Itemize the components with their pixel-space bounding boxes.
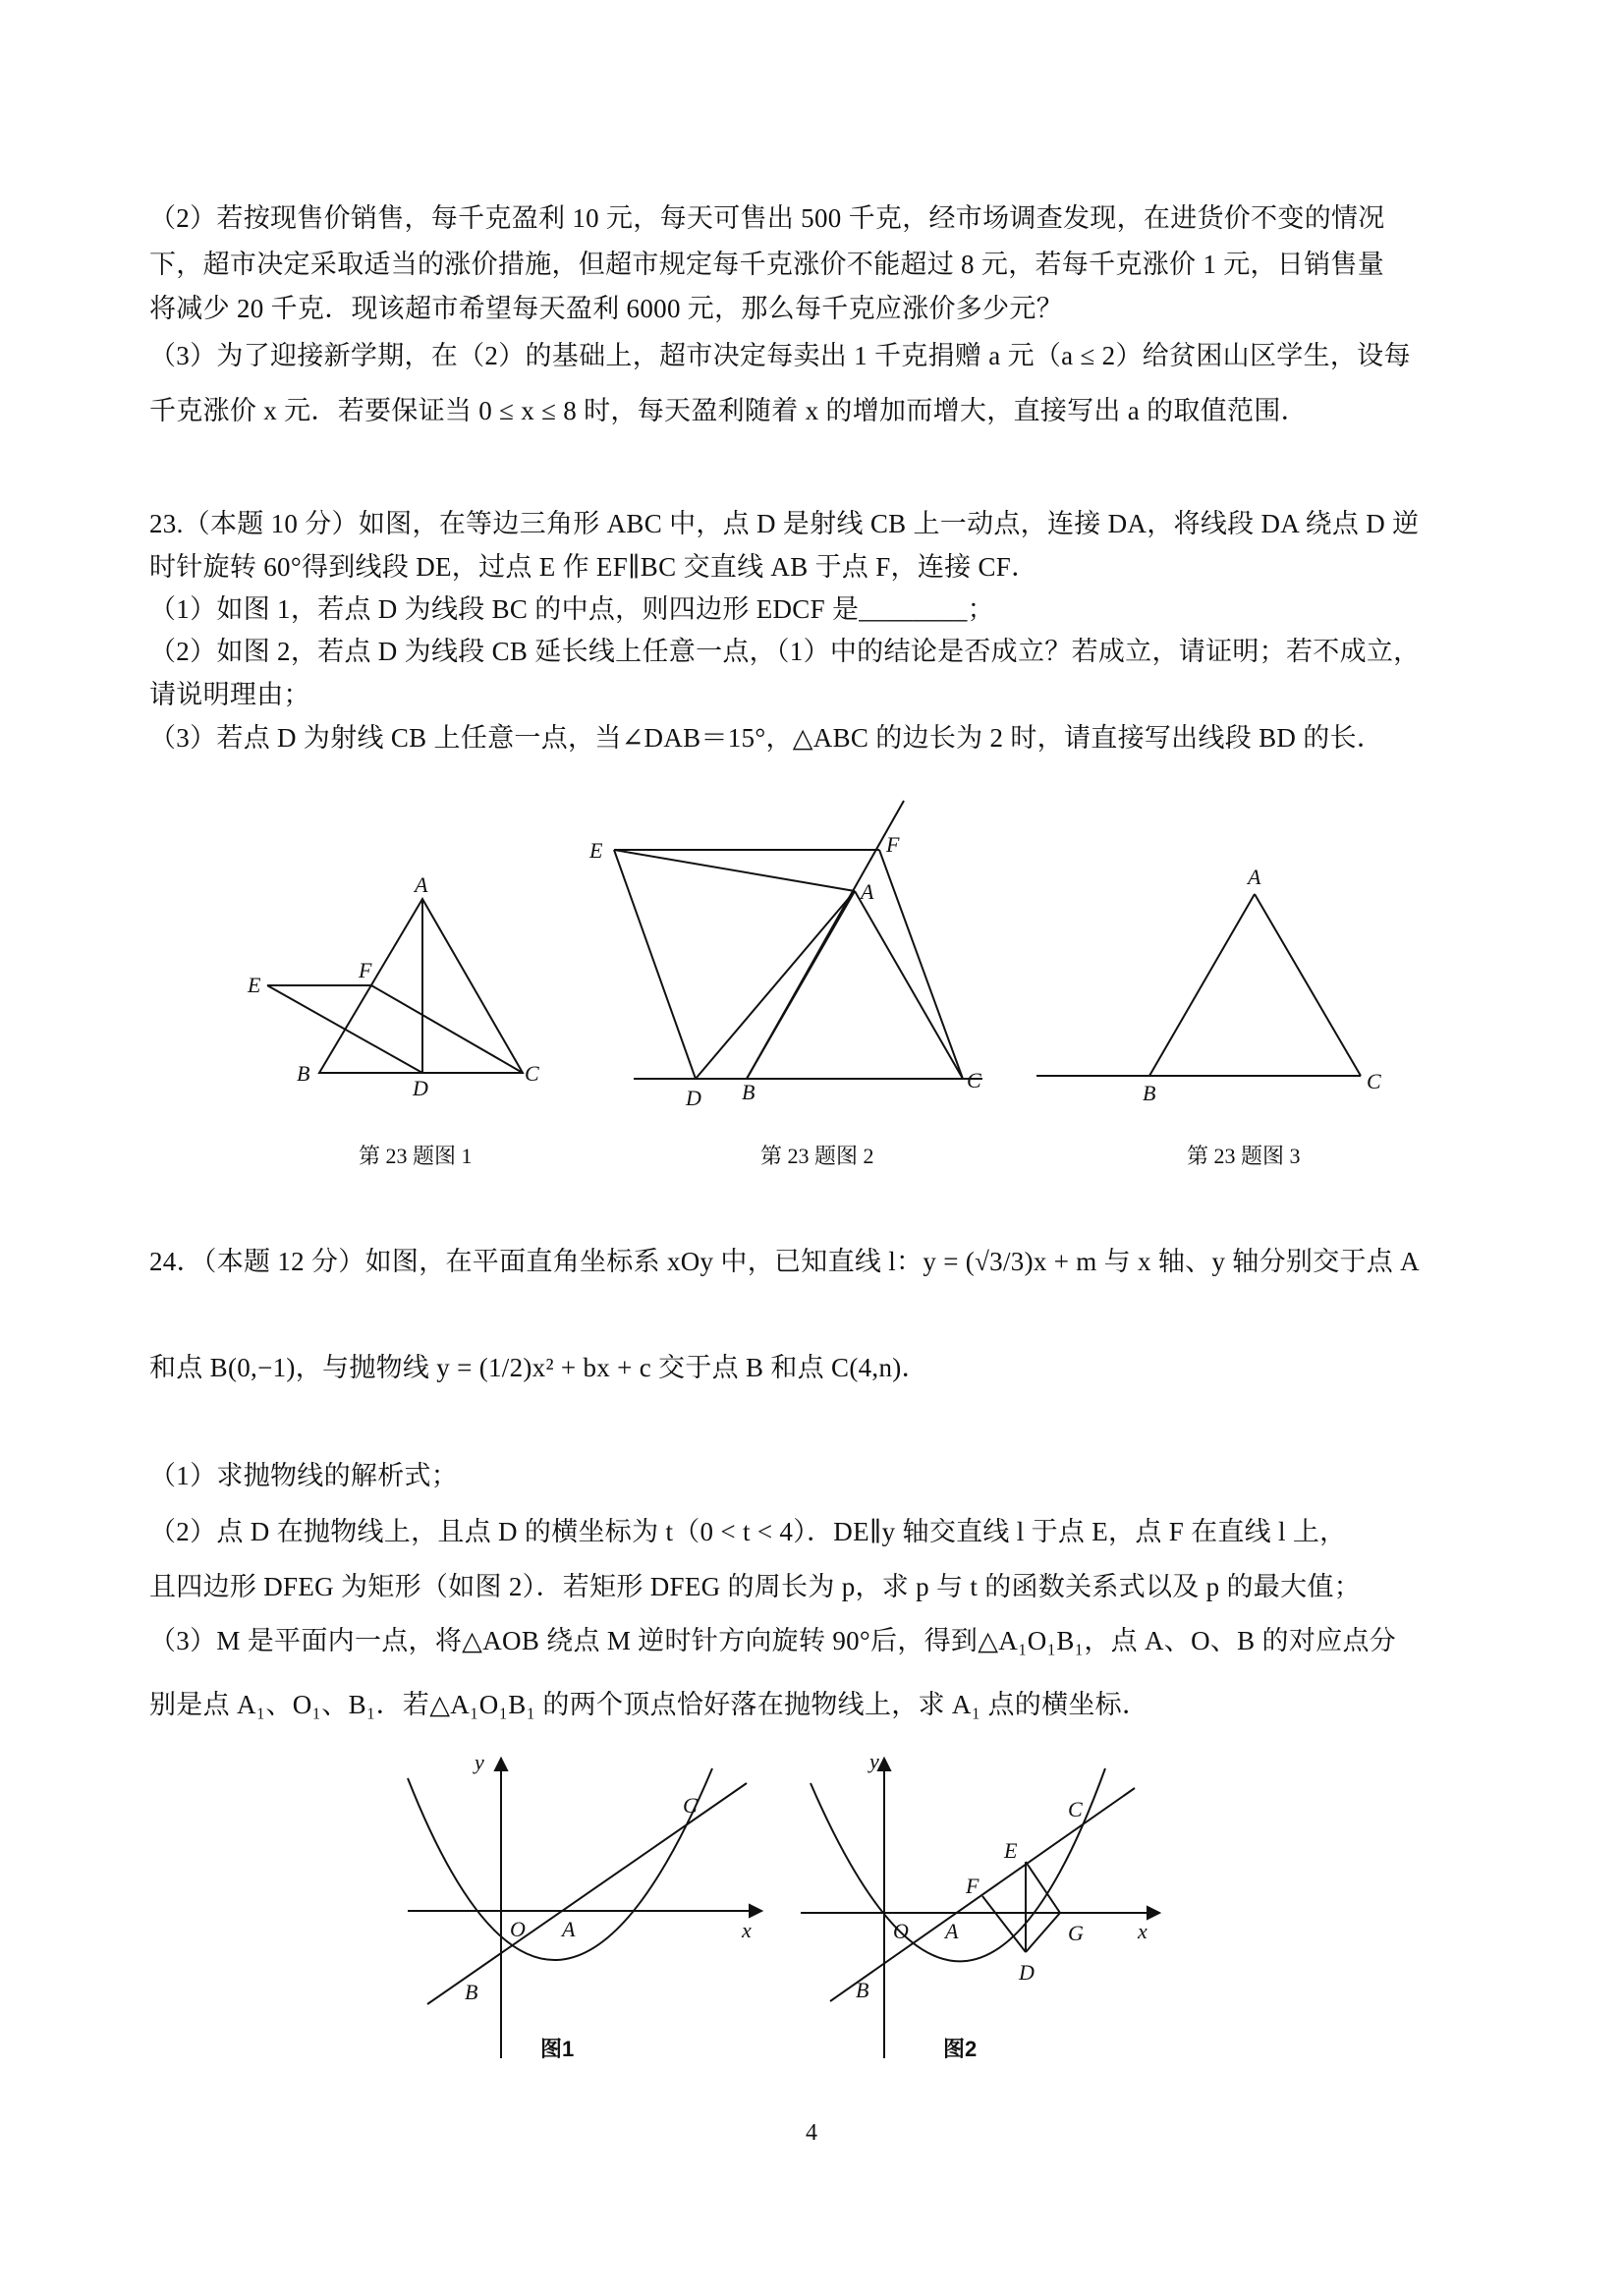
label-C: C: [525, 1061, 539, 1086]
figure-caption: 第 23 题图 2: [760, 1144, 874, 1168]
q24-line6: （3）M 是平面内一点，将△AOB 绕点 M 逆时针方向旋转 90°后，得到△A₁O₁B₁，点 A、O、B 的对应点分: [149, 1626, 1397, 1655]
figure-caption: 第 23 题图 3: [1187, 1144, 1301, 1168]
q23-line3: （1）如图 1，若点 D 为线段 BC 的中点，则四边形 EDCF 是________；: [149, 594, 994, 624]
q24-line5: 且四边形 DFEG 为矩形（如图 2）．若矩形 DFEG 的周长为 p，求 p 与 t 的函数关系式以及 p 的最大值；: [149, 1572, 1362, 1601]
q22-part3-line1: （3）为了迎接新学期，在（2）的基础上，超市决定每卖出 1 千克捐赠 a 元（a ≤ 2）给贫困山区学生，设每: [149, 341, 1411, 370]
label-A: A: [415, 872, 428, 897]
label-E: E: [589, 838, 603, 863]
label-C: C: [1068, 1797, 1083, 1821]
q23-line4: （2）如图 2，若点 D 为线段 CB 延长线上任意一点，（1）中的结论是否成立？若成立，请证明；若不成立，: [149, 637, 1421, 666]
label-E: E: [248, 973, 261, 997]
x-axis-label: x: [1138, 1919, 1147, 1943]
label-B: B: [856, 1978, 869, 2002]
q24-line3: （1）求抛物线的解析式；: [149, 1461, 459, 1490]
label-O: O: [510, 1917, 526, 1941]
label-B: B: [742, 1080, 756, 1104]
q23-line5: 请说明理由；: [149, 680, 310, 709]
label-F: F: [359, 958, 372, 982]
figure-caption: 图2: [943, 2037, 978, 2061]
label-A: A: [562, 1917, 576, 1941]
q22-part2-line1: （2）若按现售价销售，每千克盈利 10 元，每天可售出 500 千克，经市场调查发现，在进货价不变的情况: [149, 203, 1385, 233]
label-F: F: [966, 1874, 979, 1898]
figure-caption: 图1: [540, 2037, 575, 2061]
label-B: B: [297, 1061, 310, 1086]
x-axis-label: x: [742, 1918, 752, 1942]
figure-caption: 第 23 题图 1: [359, 1144, 473, 1168]
q23-line1: 23.（本题 10 分）如图，在等边三角形 ABC 中，点 D 是射线 CB 上一动点，连接 DA，将线段 DA 绕点 D 逆: [149, 509, 1420, 538]
page-number: 4: [806, 2120, 817, 2146]
q24-figure2: [801, 1744, 1164, 2078]
q22-part2-line2: 下，超市决定采取适当的涨价措施，但超市规定每千克涨价不能超过 8 元，若每千克涨价 1 元，日销售量: [149, 250, 1384, 279]
label-D: D: [686, 1086, 701, 1110]
q24-line2: 和点 B(0,−1)，与抛物线 y = (1/2)x² + bx + c 交于点 B 和点 C(4,n)．: [149, 1353, 928, 1382]
label-F: F: [886, 832, 900, 857]
q24-figure1: [408, 1744, 771, 2078]
y-axis-label: y: [475, 1750, 484, 1774]
q23-figure1: [246, 865, 560, 1100]
y-axis-label: y: [869, 1749, 879, 1773]
label-D: D: [1019, 1960, 1035, 1985]
label-B: B: [465, 1980, 478, 2004]
label-C: C: [683, 1793, 698, 1818]
q24-line1: 24．（本题 12 分）如图，在平面直角坐标系 xOy 中，已知直线 l：y = (√3/3)x + m 与 x 轴、y 轴分别交于点 A: [149, 1247, 1420, 1276]
label-E: E: [1004, 1838, 1018, 1863]
label-G: G: [1068, 1921, 1084, 1945]
q22-part3-line2: 千克涨价 x 元．若要保证当 0 ≤ x ≤ 8 时，每天盈利随着 x 的增加而增大，直接写出 a 的取值范围．: [149, 396, 1308, 425]
q24-line4: （2）点 D 在抛物线上，且点 D 的横坐标为 t（0 < t < 4）．DE∥y 轴交直线 l 于点 E，点 F 在直线 l 上，: [149, 1517, 1347, 1546]
label-A: A: [945, 1919, 959, 1943]
q23-line6: （3）若点 D 为射线 CB 上任意一点，当∠DAB＝15°，△ABC 的边长为 2 时，请直接写出线段 BD 的长．: [149, 723, 1384, 753]
q23-figure2: [580, 801, 992, 1115]
label-D: D: [413, 1076, 428, 1100]
q23-figure3: [1036, 865, 1390, 1105]
q23-line2: 时针旋转 60°得到线段 DE，过点 E 作 EF∥BC 交直线 AB 于点 F，连接 CF．: [149, 552, 1038, 582]
q24-line7: 别是点 A₁、O₁、B₁．若△A₁O₁B₁ 的两个顶点恰好落在抛物线上，求 A₁ 点的横坐标．: [149, 1690, 1149, 1719]
label-C: C: [967, 1068, 981, 1092]
label-O: O: [893, 1919, 909, 1943]
q22-part2-line3: 将减少 20 千克．现该超市希望每天盈利 6000 元，那么每千克应涨价多少元？: [149, 294, 1063, 323]
label-B: B: [1143, 1081, 1156, 1105]
label-C: C: [1367, 1069, 1381, 1093]
label-A: A: [1248, 865, 1261, 889]
label-A: A: [861, 879, 874, 904]
